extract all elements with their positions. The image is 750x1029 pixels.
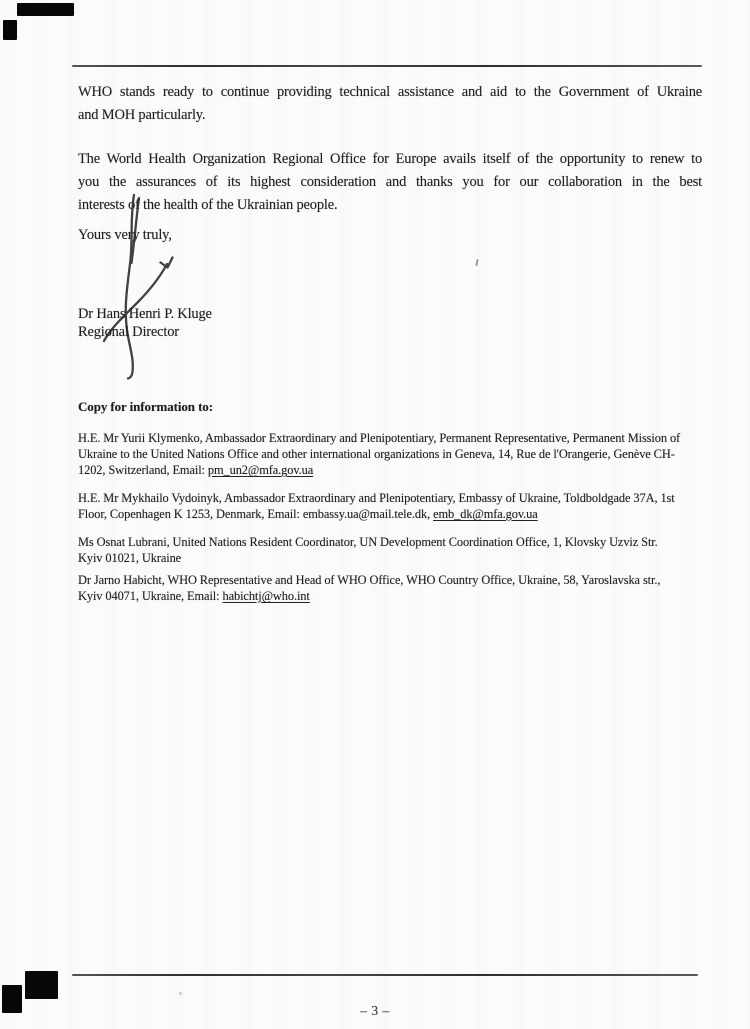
text-line	[78, 462, 704, 478]
text-line: interests of the health of the Ukrainian people.	[78, 197, 338, 213]
signer-title: Regional Director	[78, 323, 179, 340]
text-line: Dr Jarno Habicht, WHO Representative and Head of WHO Office, WHO Country Office, Ukraine, 58, Yaroslavska str.,	[78, 573, 661, 587]
recipient-osnat-lubrani	[78, 534, 704, 566]
copy-heading: Copy for information to:	[78, 399, 213, 414]
page-number: – 3 –	[360, 1003, 390, 1018]
email-text: habichtj@who.int	[222, 589, 310, 603]
bottom-rule	[72, 974, 698, 976]
top-rule	[72, 65, 702, 67]
signer-name: Dr Hans Henri P. Kluge	[78, 306, 212, 322]
line-segment: 1202, Switzerland, Email:	[78, 463, 208, 477]
paragraph-technical-assistance	[78, 81, 702, 127]
text-line: H.E. Mr Mykhailo Vydoinyk, Ambassador Extraordinary and Plenipotentiary, Embassy of Ukraine, Toldboldgade 37A, 1st	[78, 491, 675, 505]
signer-block	[78, 306, 212, 341]
line-segment: Floor, Copenhagen K 1253, Denmark, Email: embassy.ua@mail.tele.dk,	[78, 507, 434, 521]
stray-ink-mark	[475, 259, 478, 266]
email-text: pm_un2@mfa.gov.ua	[207, 463, 314, 477]
scan-artifact-top-block	[3, 20, 17, 40]
text-line: you the assurances of its highest consideration and thanks you for our collaboration in the best	[78, 174, 702, 190]
scan-artifact-bottom-bar	[25, 971, 58, 999]
recipient-jarno-habicht	[78, 572, 704, 604]
text-line	[78, 588, 704, 604]
email-text: emb_dk@mfa.gov.ua	[433, 507, 538, 521]
text-line: WHO stands ready to continue providing technical assistance and aid to the Government of Ukraine	[78, 84, 702, 100]
text-line	[78, 506, 704, 522]
scan-artifact-top-bar	[17, 3, 74, 16]
text-line: The World Health Organization Regional Office for Europe avails itself of the opportunity to renew to	[78, 151, 702, 167]
signature-stroke	[88, 186, 188, 382]
text-line: and MOH particularly.	[78, 107, 206, 123]
text-line: Ukraine to the United Nations Office and other international organizations in Geneva, 14, Rue de l'Orangerie, Genève CH-	[78, 447, 675, 461]
recipient-yurii-klymenko	[78, 430, 704, 478]
text-line: H.E. Mr Yurii Klymenko, Ambassador Extraordinary and Plenipotentiary, Permanent Representative, Permanent Mission of	[78, 431, 681, 445]
closing-line: Yours very truly,	[78, 227, 172, 243]
text-line: Kyiv 01021, Ukraine	[78, 551, 182, 565]
line-segment: Kyiv 04071, Ukraine, Email:	[78, 589, 223, 603]
stray-dot	[179, 992, 182, 995]
recipient-mykhailo-vydoinyk	[78, 490, 704, 522]
text-line: Ms Osnat Lubrani, United Nations Resident Coordinator, UN Development Coordination Office, 1, Klovsky Uzviz Str.	[78, 535, 658, 549]
